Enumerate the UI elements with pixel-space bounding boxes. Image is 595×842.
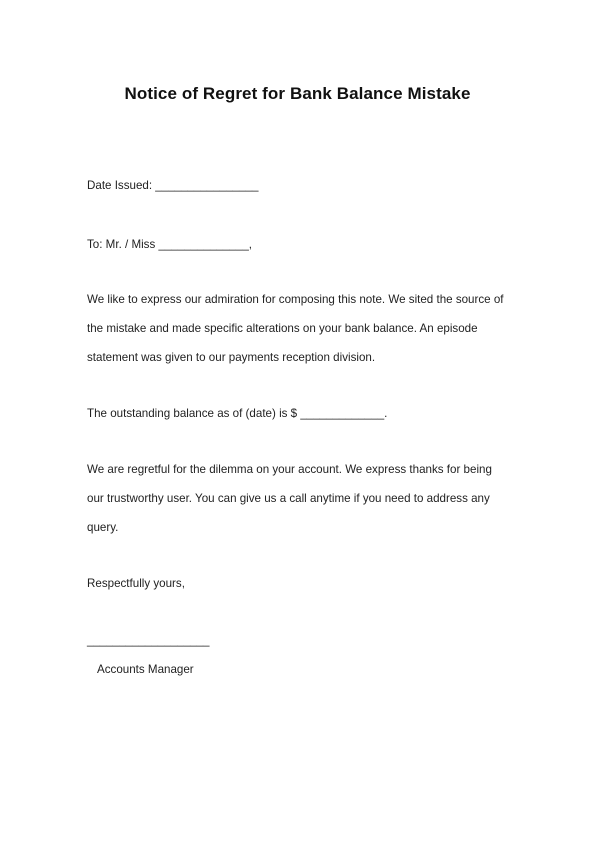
letter-title: Notice of Regret for Bank Balance Mistake [124,84,471,103]
outstanding-balance-line: The outstanding balance as of (date) is $ _____________. [87,407,388,420]
date-issued-line: Date Issued: ________________ [87,179,259,192]
closing-salutation: Respectfully yours, [87,577,185,590]
paragraph-2-line-2: our trustworthy user. You can give us a call anytime if you need to address any [87,492,490,505]
paragraph-1-line-1: We like to express our admiration for composing this note. We sited the source of [87,293,504,306]
recipient-line: To: Mr. / Miss ______________, [87,238,252,251]
signature-line: ___________________ [87,634,210,647]
paragraph-1-line-3: statement was given to our payments reception division. [87,351,376,364]
paragraph-1-line-2: the mistake and made specific alterations on your bank balance. An episode [87,322,478,335]
paragraph-2-line-3: query. [87,521,119,534]
paragraph-2-line-1: We are regretful for the dilemma on your account. We express thanks for being [87,463,492,476]
signatory-title: Accounts Manager [97,663,194,676]
